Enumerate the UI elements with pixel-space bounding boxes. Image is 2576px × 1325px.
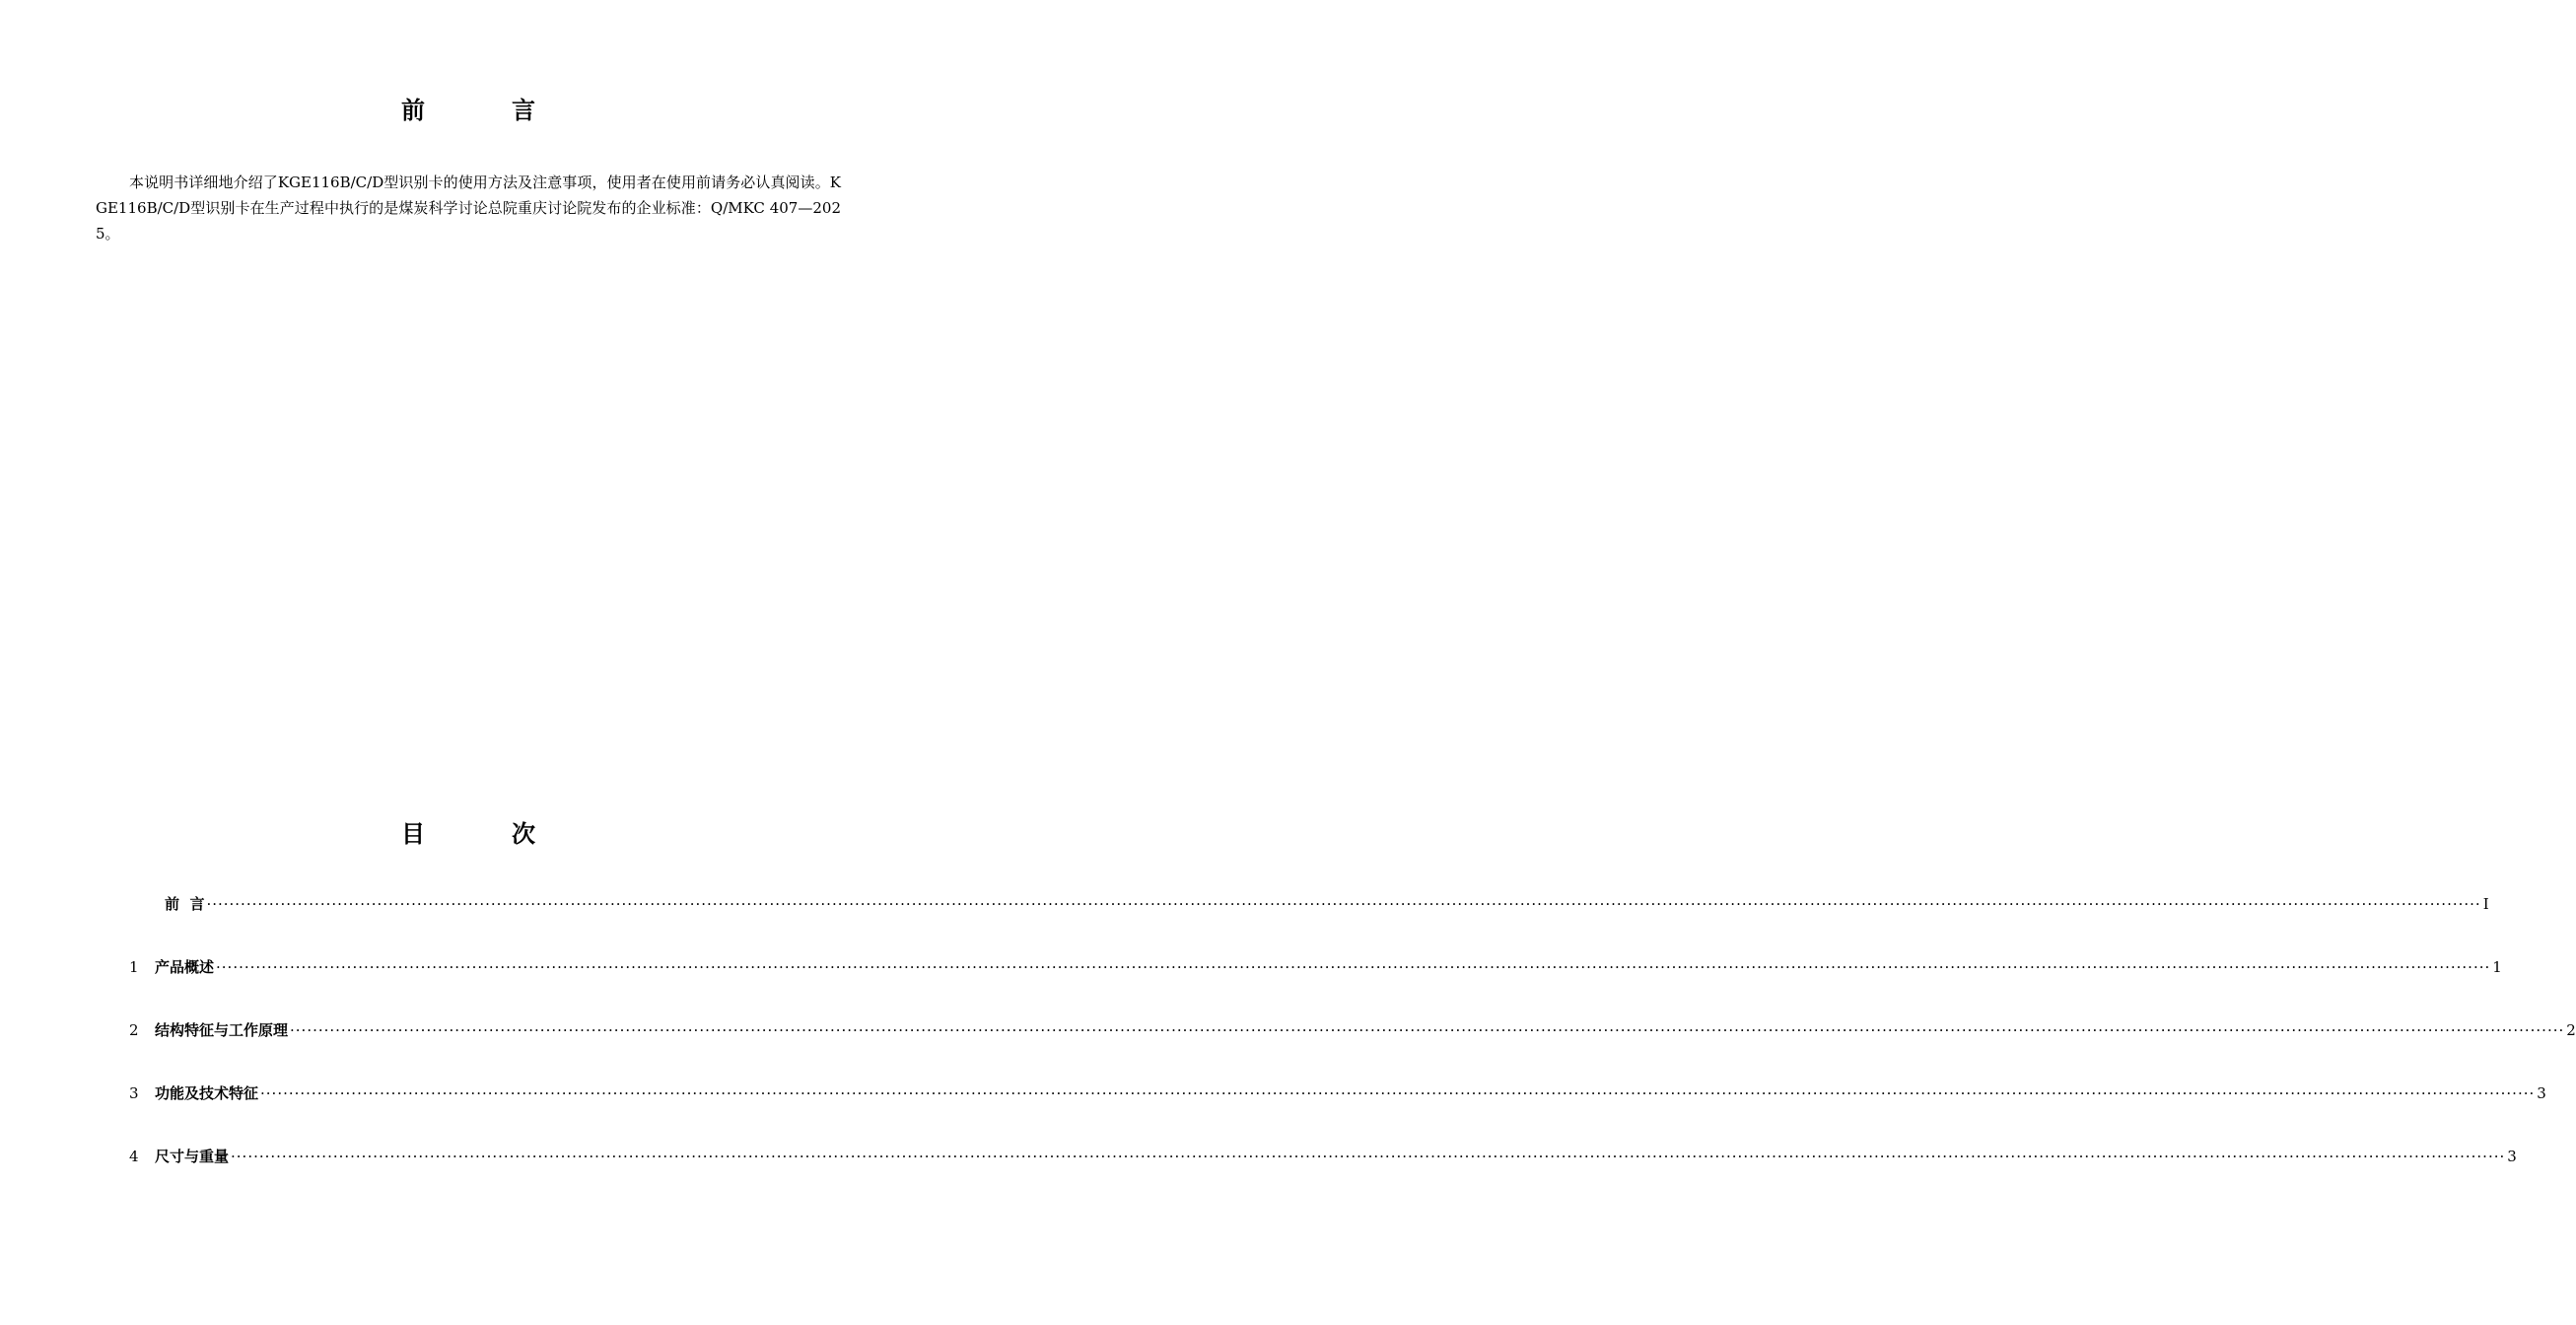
toc-dot-leader: ················································································································································································································································································································································································································ xyxy=(260,1084,2536,1102)
toc-entry-title: 尺寸与重量 xyxy=(155,1148,230,1165)
preface-body-text: 本说明书详细地介绍了KGE116B/C/D型识别卡的使用方法及注意事项，使用者在使用前请务必认真阅读。KGE116B/C/D型识别卡在生产过程中执行的是煤炭科学讨论总院重庆讨论院发布的企业标准：Q/MKC 407—2025。 xyxy=(96,174,841,243)
toc-entry-page: 3 xyxy=(2537,1084,2546,1102)
toc-entry-title: 结构特征与工作原理 xyxy=(155,1021,289,1039)
preface-heading-char-1: 前 xyxy=(401,97,425,124)
toc-dot-leader: ················································································································································································································································································································································································································ xyxy=(216,958,2491,976)
toc-entry-3[interactable] xyxy=(129,1080,2546,1107)
toc-entry-number: 2 xyxy=(129,1021,139,1039)
toc-entry-page: 2 xyxy=(2566,1021,2576,1039)
toc-entry-title: 前 言 xyxy=(165,895,205,913)
preface-heading xyxy=(0,96,937,125)
toc-heading xyxy=(0,819,937,849)
toc-entry-number: 4 xyxy=(129,1148,139,1165)
toc-dot-leader: ················································································································································································································································································································································································································ xyxy=(231,1148,2506,1165)
toc-entry-2[interactable] xyxy=(129,1016,2576,1044)
toc-entry-title: 产品概述 xyxy=(155,958,215,976)
toc-dot-leader: ················································································································································································································································································································································································································ xyxy=(290,1021,2565,1039)
toc-heading-char-2: 次 xyxy=(512,820,535,848)
toc-entry-1[interactable] xyxy=(129,953,2502,981)
toc-entry-page: I xyxy=(2482,895,2489,913)
toc-entry-page: 3 xyxy=(2507,1148,2517,1165)
preface-heading-char-2: 言 xyxy=(512,97,535,124)
toc-entry-title: 功能及技术特征 xyxy=(155,1084,259,1102)
toc-entry-number: 1 xyxy=(129,958,139,976)
toc-dot-leader: ················································································································································································································································································································································································································ xyxy=(206,895,2481,913)
toc-entry-preface[interactable] xyxy=(129,890,2489,918)
toc-entry-page: 1 xyxy=(2492,958,2502,976)
toc-heading-char-1: 目 xyxy=(401,820,425,848)
toc-entry-number: 3 xyxy=(129,1084,139,1102)
toc-entry-4[interactable] xyxy=(129,1143,2517,1170)
